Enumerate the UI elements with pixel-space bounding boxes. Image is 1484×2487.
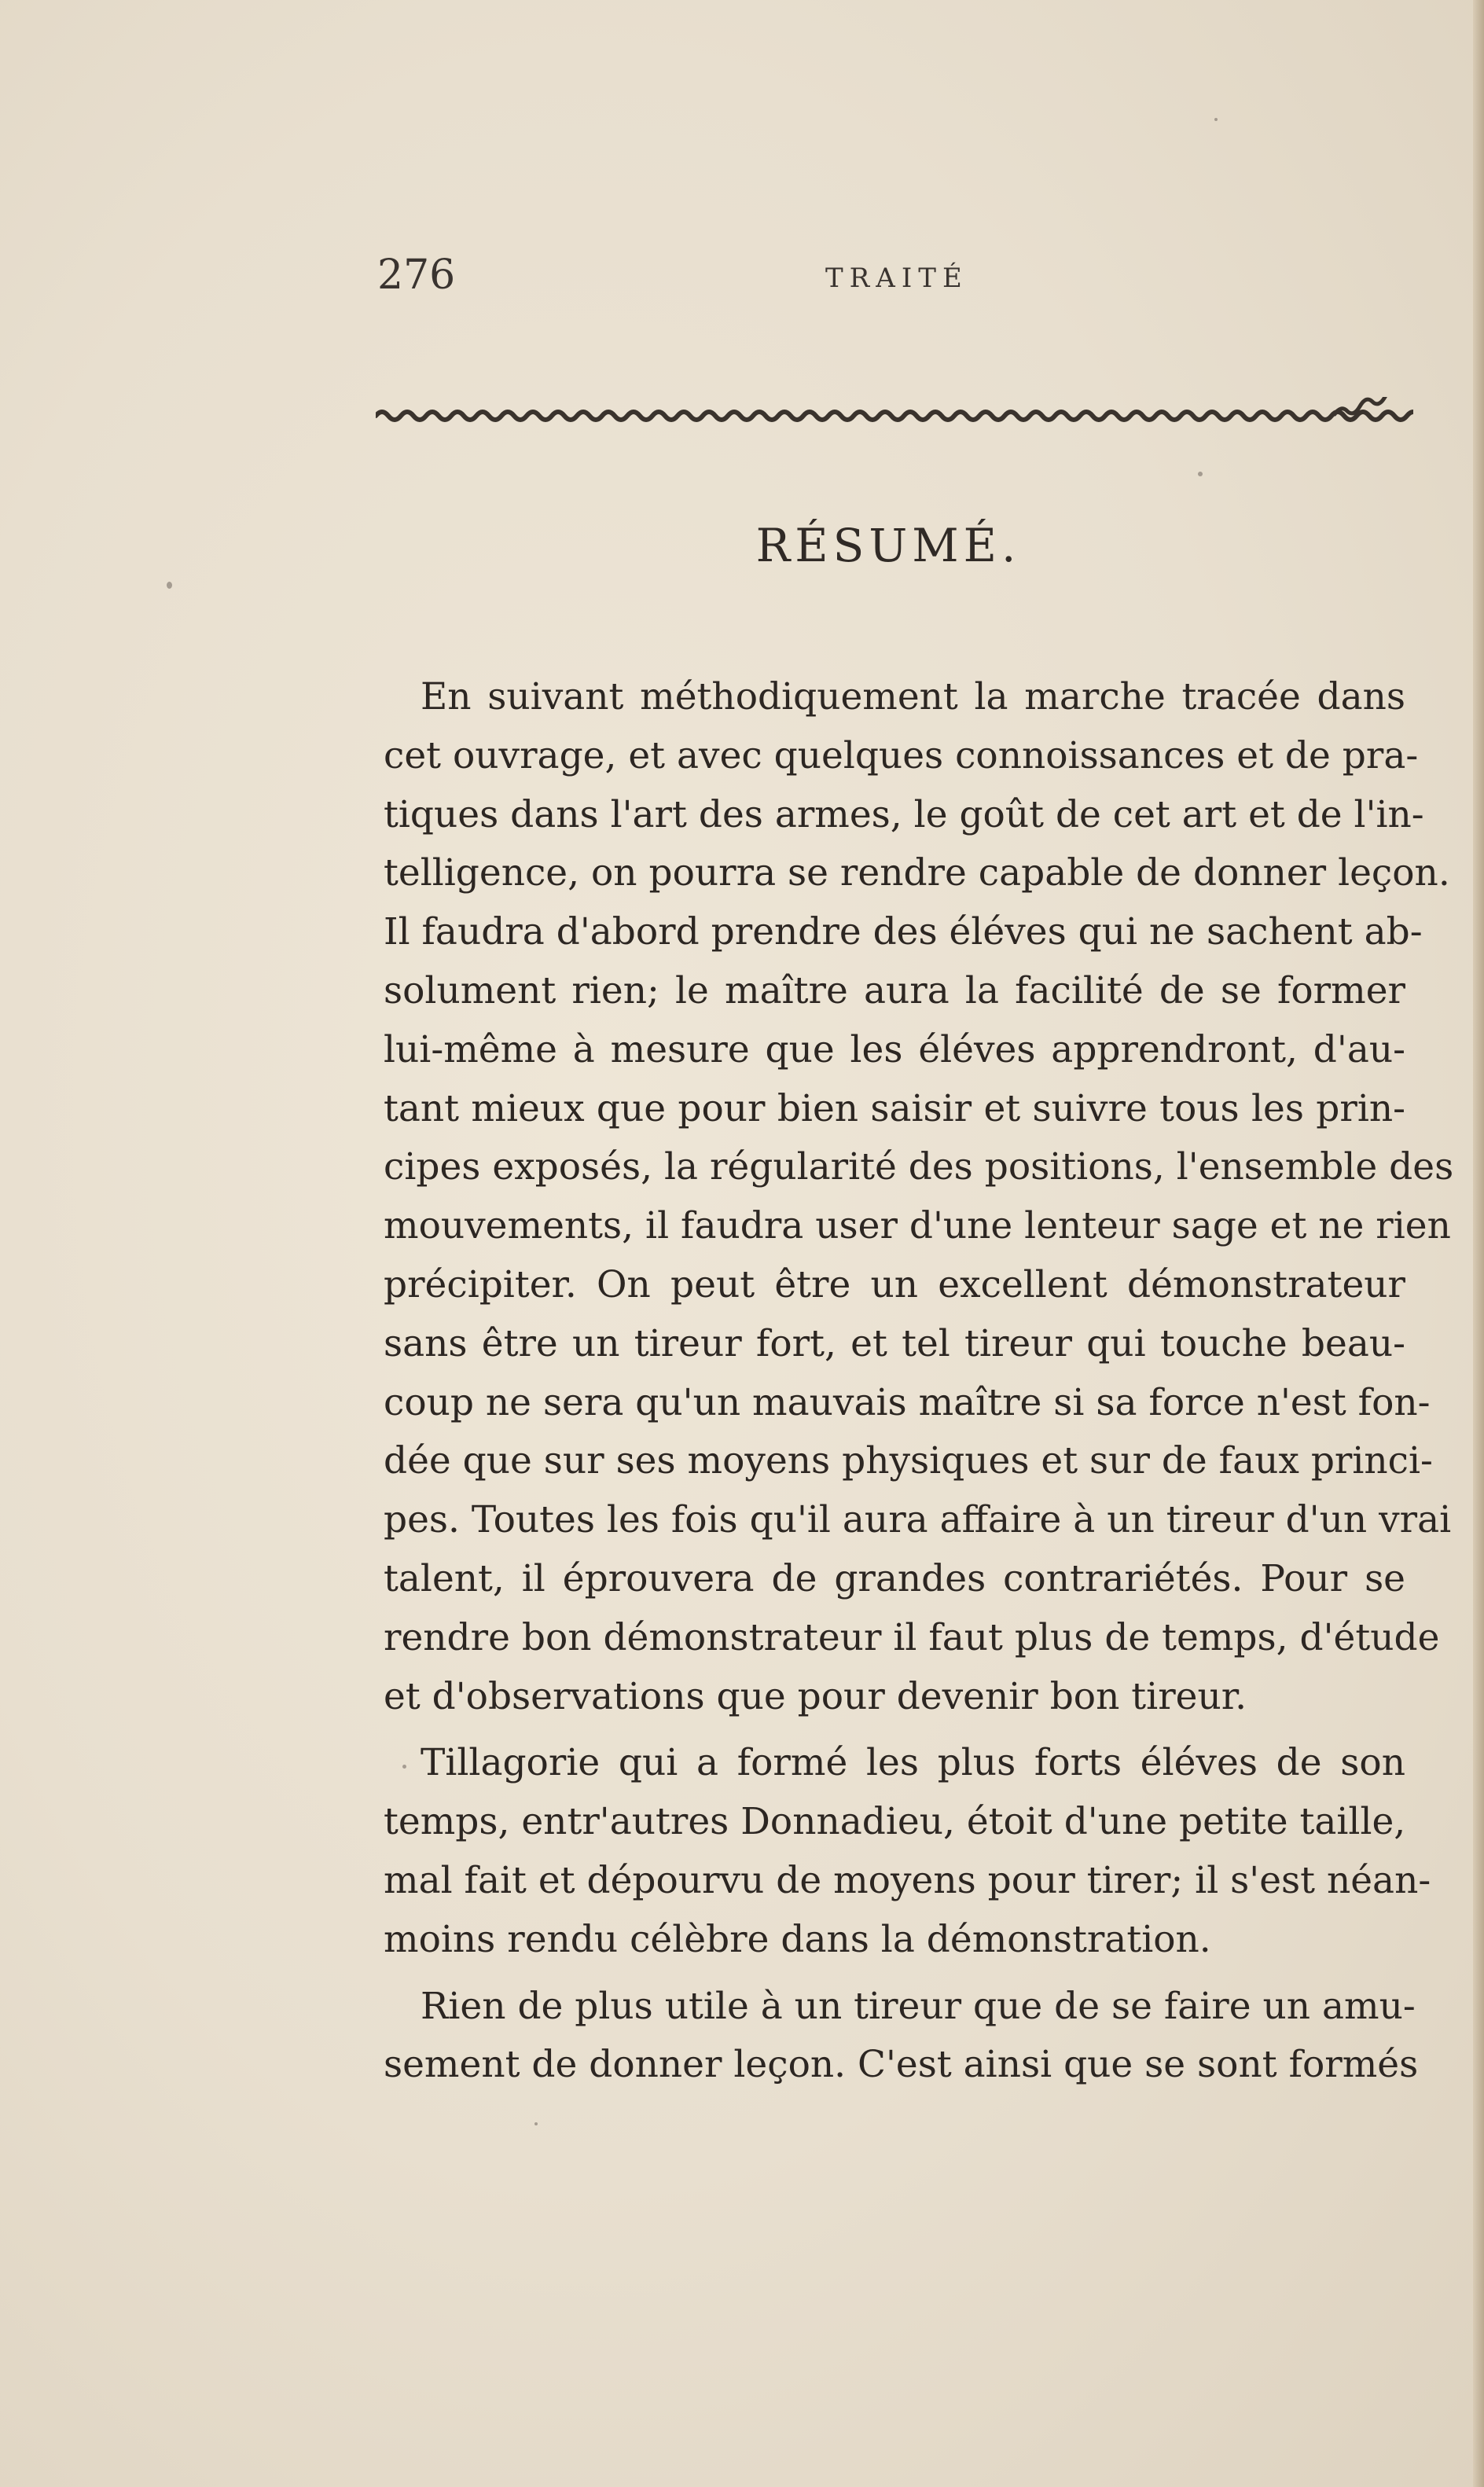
text-line: temps, entr'autres Donnadieu, étoit d'une petite taille, [384,1800,1406,1844]
text-line: dée que sur ses moyens physiques et sur de faux princi- [384,1439,1433,1483]
paragraph [384,1978,1419,2096]
text-line: précipiter. On peut être un excellent démonstrateur [384,1262,1405,1306]
text-line: cet ouvrage, et avec quelques connoissances et de pra- [384,733,1419,777]
text-line: rendre bon démonstrateur il faut plus de temps, d'étude [384,1615,1440,1659]
text-line: mal fait et dépourvu de moyens pour tirer; il s'est néan- [384,1858,1431,1902]
ornament-divider-icon [376,397,1413,428]
text-line: Rien de plus utile à un tireur que de se faire un amu- [384,1984,1416,2028]
text-line: talent, il éprouvera de grandes contrariétés. Pour se [384,1556,1405,1600]
text-line: moins rendu célèbre dans la démonstration. [384,1917,1211,1961]
running-head: TRAITÉ [825,263,968,294]
text-line: sement de donner leçon. C'est ainsi que se sont formés [384,2043,1419,2087]
page-number: 276 [377,252,456,299]
paragraph [384,1734,1431,1969]
text-line: En suivant méthodiquement la marche tracée dans [384,675,1405,718]
text-line: tant mieux que pour bien saisir et suivre tous les prin- [384,1086,1405,1130]
text-line: et d'observations que pour devenir bon tireur. [384,1674,1247,1718]
paragraph-gap [384,1970,1405,1978]
text-line: cipes exposés, la régularité des positions, l'ensemble des [384,1145,1454,1189]
text-line: Tillagorie qui a formé les plus forts éléves de son [384,1741,1405,1785]
text-line: telligence, on pourra se rendre capable de donner leçon. [384,851,1450,895]
paragraph-gap [384,1726,1405,1734]
page-title: RÉSUMÉ. [755,519,1021,572]
paper-speck [167,582,172,589]
page-header [377,252,1399,314]
text-line: Il faudra d'abord prendre des éléves qui ne sachent ab- [384,910,1423,954]
paper-speck [1198,472,1203,476]
paper-speck [534,2122,538,2125]
page-edge [1473,0,1484,2487]
text-line: pes. Toutes les fois qu'il aura affaire à un tireur d'un vrai [384,1498,1452,1542]
text-line: solument rien; le maître aura la facilité de se former [384,968,1405,1012]
text-line: tiques dans l'art des armes, le goût de cet art et de l'in- [384,792,1424,836]
text-line: lui-même à mesure que les éléves apprendront, d'au- [384,1027,1405,1071]
paragraph [384,668,1454,1726]
text-line: coup ne sera qu'un mauvais maître si sa force n'est fon- [384,1380,1431,1424]
text-line: sans être un tireur fort, et tel tireur qui touche beau- [384,1321,1405,1365]
body-text [384,668,1454,2095]
text-line: mouvements, il faudra user d'une lenteur sage et ne rien [384,1204,1451,1248]
paper-speck [1214,118,1218,121]
